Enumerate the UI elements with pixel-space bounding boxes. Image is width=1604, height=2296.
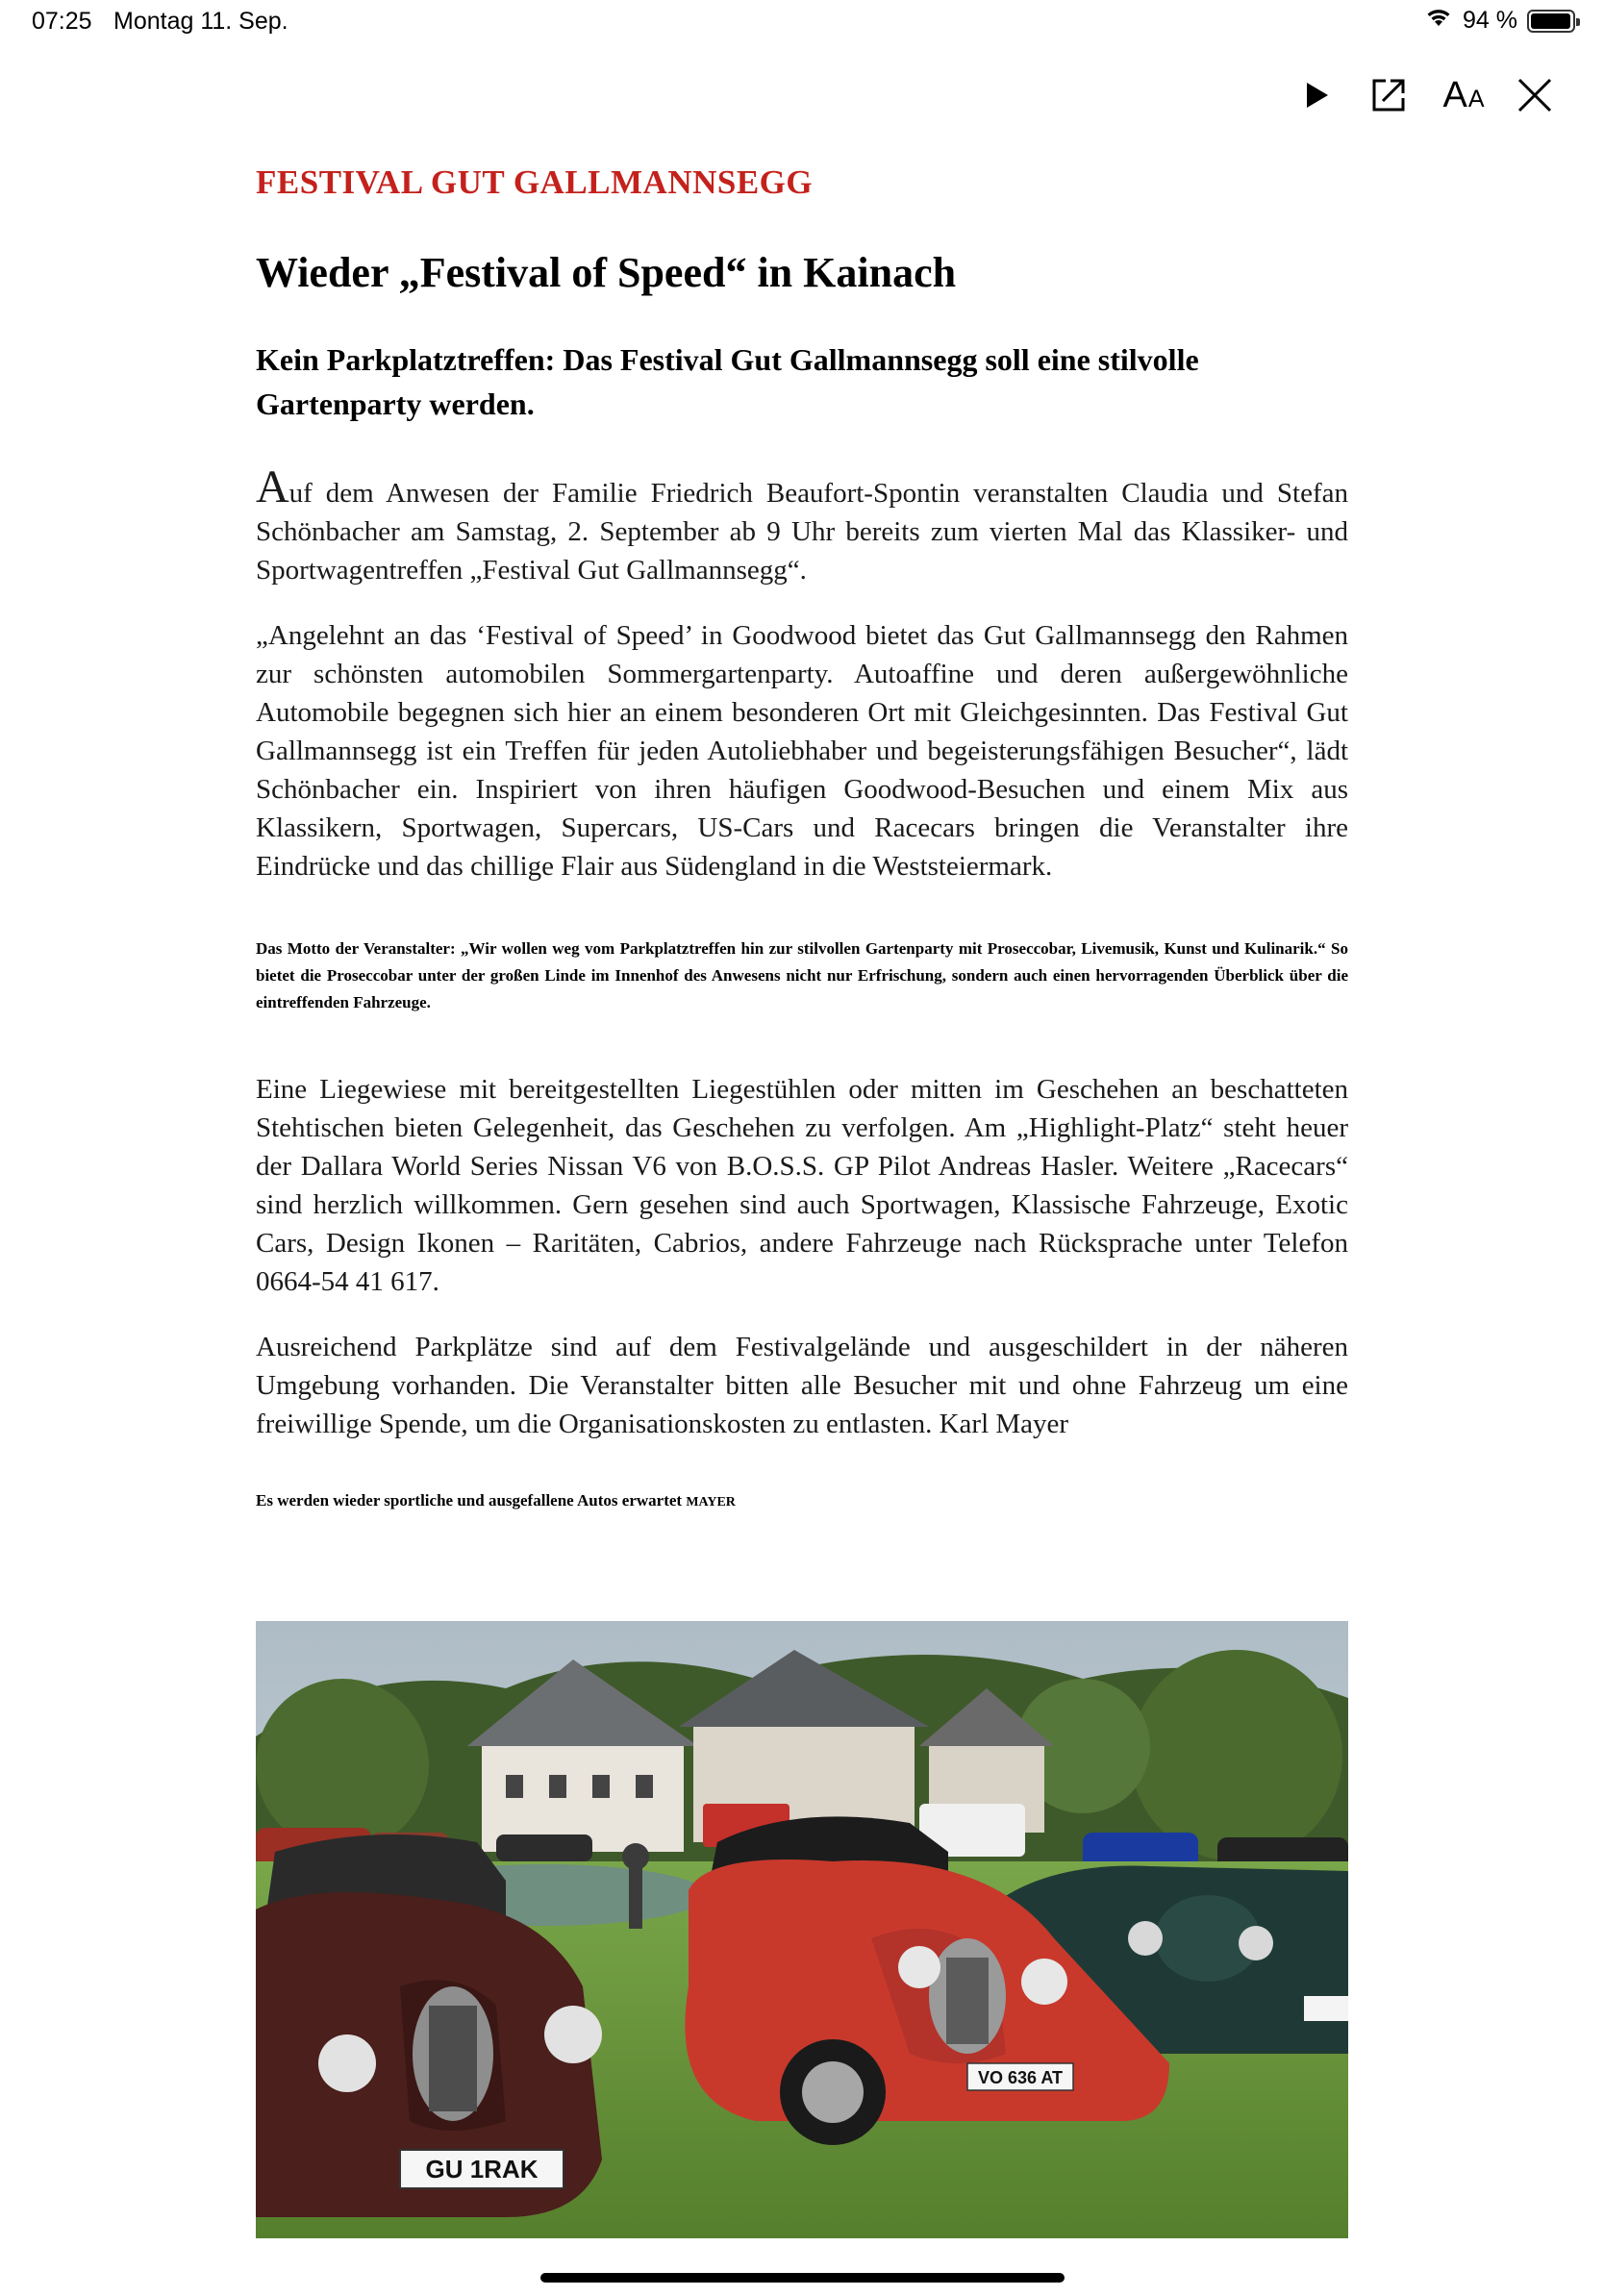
- paragraph-4: Ausreichend Parkplätze sind auf dem Festivalgelände und ausgeschildert in der näheren Umgebung vorhanden. Die Veranstalter bitten alle Besucher mit und ohne Fahrzeug um eine freiwillige Spende, um die Organisationskosten zu entlasten. Karl Mayer: [256, 1332, 1348, 1439]
- home-indicator[interactable]: [540, 2273, 1065, 2283]
- open-external-button[interactable]: [1366, 71, 1412, 119]
- paragraph-3: Eine Liegewiese mit bereitgestellten Liegestühlen oder mitten im Geschehen an beschatteten Stehtischen bieten Gelegenheit, das Geschehen zu verfolgen. Am „Highlight-Platz“ steht heuer der Dallara World Series Nissan V6 von B.O.S.S. GP Pilot Andreas Hasler. Weitere „Racecars“ sind herzlich willkommen. Gern gesehen sind auch Sportwagen, Klassische Fahrzeuge, Exotic Cars, Design Ikonen – Raritäten, Cabrios, andere Fahrzeuge nach Rücksprache unter Telefon 0664-54 41 617.: [256, 1074, 1348, 1297]
- font-size-small-label: A: [1467, 85, 1485, 112]
- play-icon: [1305, 82, 1330, 109]
- photo-caption: [256, 1491, 1348, 1510]
- caption-credit: MAYER: [686, 1495, 736, 1510]
- close-button[interactable]: [1512, 71, 1558, 119]
- wifi-icon: [1424, 6, 1453, 36]
- play-button[interactable]: [1298, 71, 1337, 119]
- external-open-icon: [1369, 76, 1408, 114]
- article-lead: Kein Parkplatztreffen: Das Festival Gut Gallmannsegg soll eine stilvolle Gartenparty werden.: [256, 342, 1199, 421]
- status-bar: [0, 0, 1604, 46]
- reader-toolbar: [0, 71, 1604, 119]
- status-date: Montag 11. Sep.: [113, 8, 288, 35]
- section-title: FESTIVAL GUT GALLMANNSEGG: [256, 163, 814, 201]
- plate-middle: VO 636 AT: [977, 2068, 1064, 2087]
- infobox-text: Das Motto der Veranstalter: „Wir wollen weg vom Parkplatztreffen hin zur stilvollen Gartenparty mit Proseccobar, Livemusik, Kunst und Kulinarik.“ So bietet die Proseccobar unter der großen Linde im Innenhof des Anwesens nicht nur Erfrischung, sondern auch einen hervorragenden Überblick über die eintreffenden Fahrzeuge.: [256, 939, 1348, 1011]
- paragraph-1: [256, 462, 1348, 589]
- status-right: [1424, 6, 1575, 36]
- article: [256, 163, 1348, 1510]
- font-size-large-label: A: [1442, 74, 1467, 115]
- status-time: 07:25: [32, 8, 92, 35]
- caption-text: Es werden wieder sportliche und ausgefallene Autos erwartet: [256, 1491, 683, 1510]
- battery-percent: 94 %: [1463, 7, 1517, 34]
- article-photo: [256, 1621, 1348, 2238]
- font-size-button[interactable]: [1437, 71, 1491, 119]
- battery-icon: [1527, 10, 1575, 33]
- paragraph-2: „Angelehnt an das ‘Festival of Speed’ in Goodwood bietet das Gut Gallmannsegg den Rahmen zur schönsten automobilen Sommergartenparty. Autoaffine und deren außergewöhnliche Automobile begegnen sich hier an einem besonderen Ort mit Gleichgesinnten. Das Festival Gut Gallmannsegg ist ein Treffen für jeden Autoliebhaber und begeisterungsfähigen Besucher“, lädt Schönbacher ein. Inspiriert von ihren häufigen Goodwood-Besuchen und einem Mix aus Klassikern, Sportwagen, Supercars, US-Cars und Racecars bringen die Veranstalter ihre Eindrücke und das chillige Flair aus Südengland in die Weststeiermark.: [256, 620, 1348, 882]
- paragraph-1-text: uf dem Anwesen der Familie Friedrich Beaufort-Spontin veranstalten Claudia und Stefan Schönbacher am Samstag, 2. September ab 9 Uhr bereits zum vierten Mal das Klassiker- und Sportwagentreffen „Festival Gut Gallmannsegg“.: [256, 478, 1348, 586]
- dropcap: A: [256, 462, 289, 512]
- plate-left: GU 1RAK: [425, 2155, 539, 2184]
- close-icon: [1516, 77, 1553, 113]
- article-headline: Wieder „Festival of Speed“ in Kainach: [256, 249, 957, 296]
